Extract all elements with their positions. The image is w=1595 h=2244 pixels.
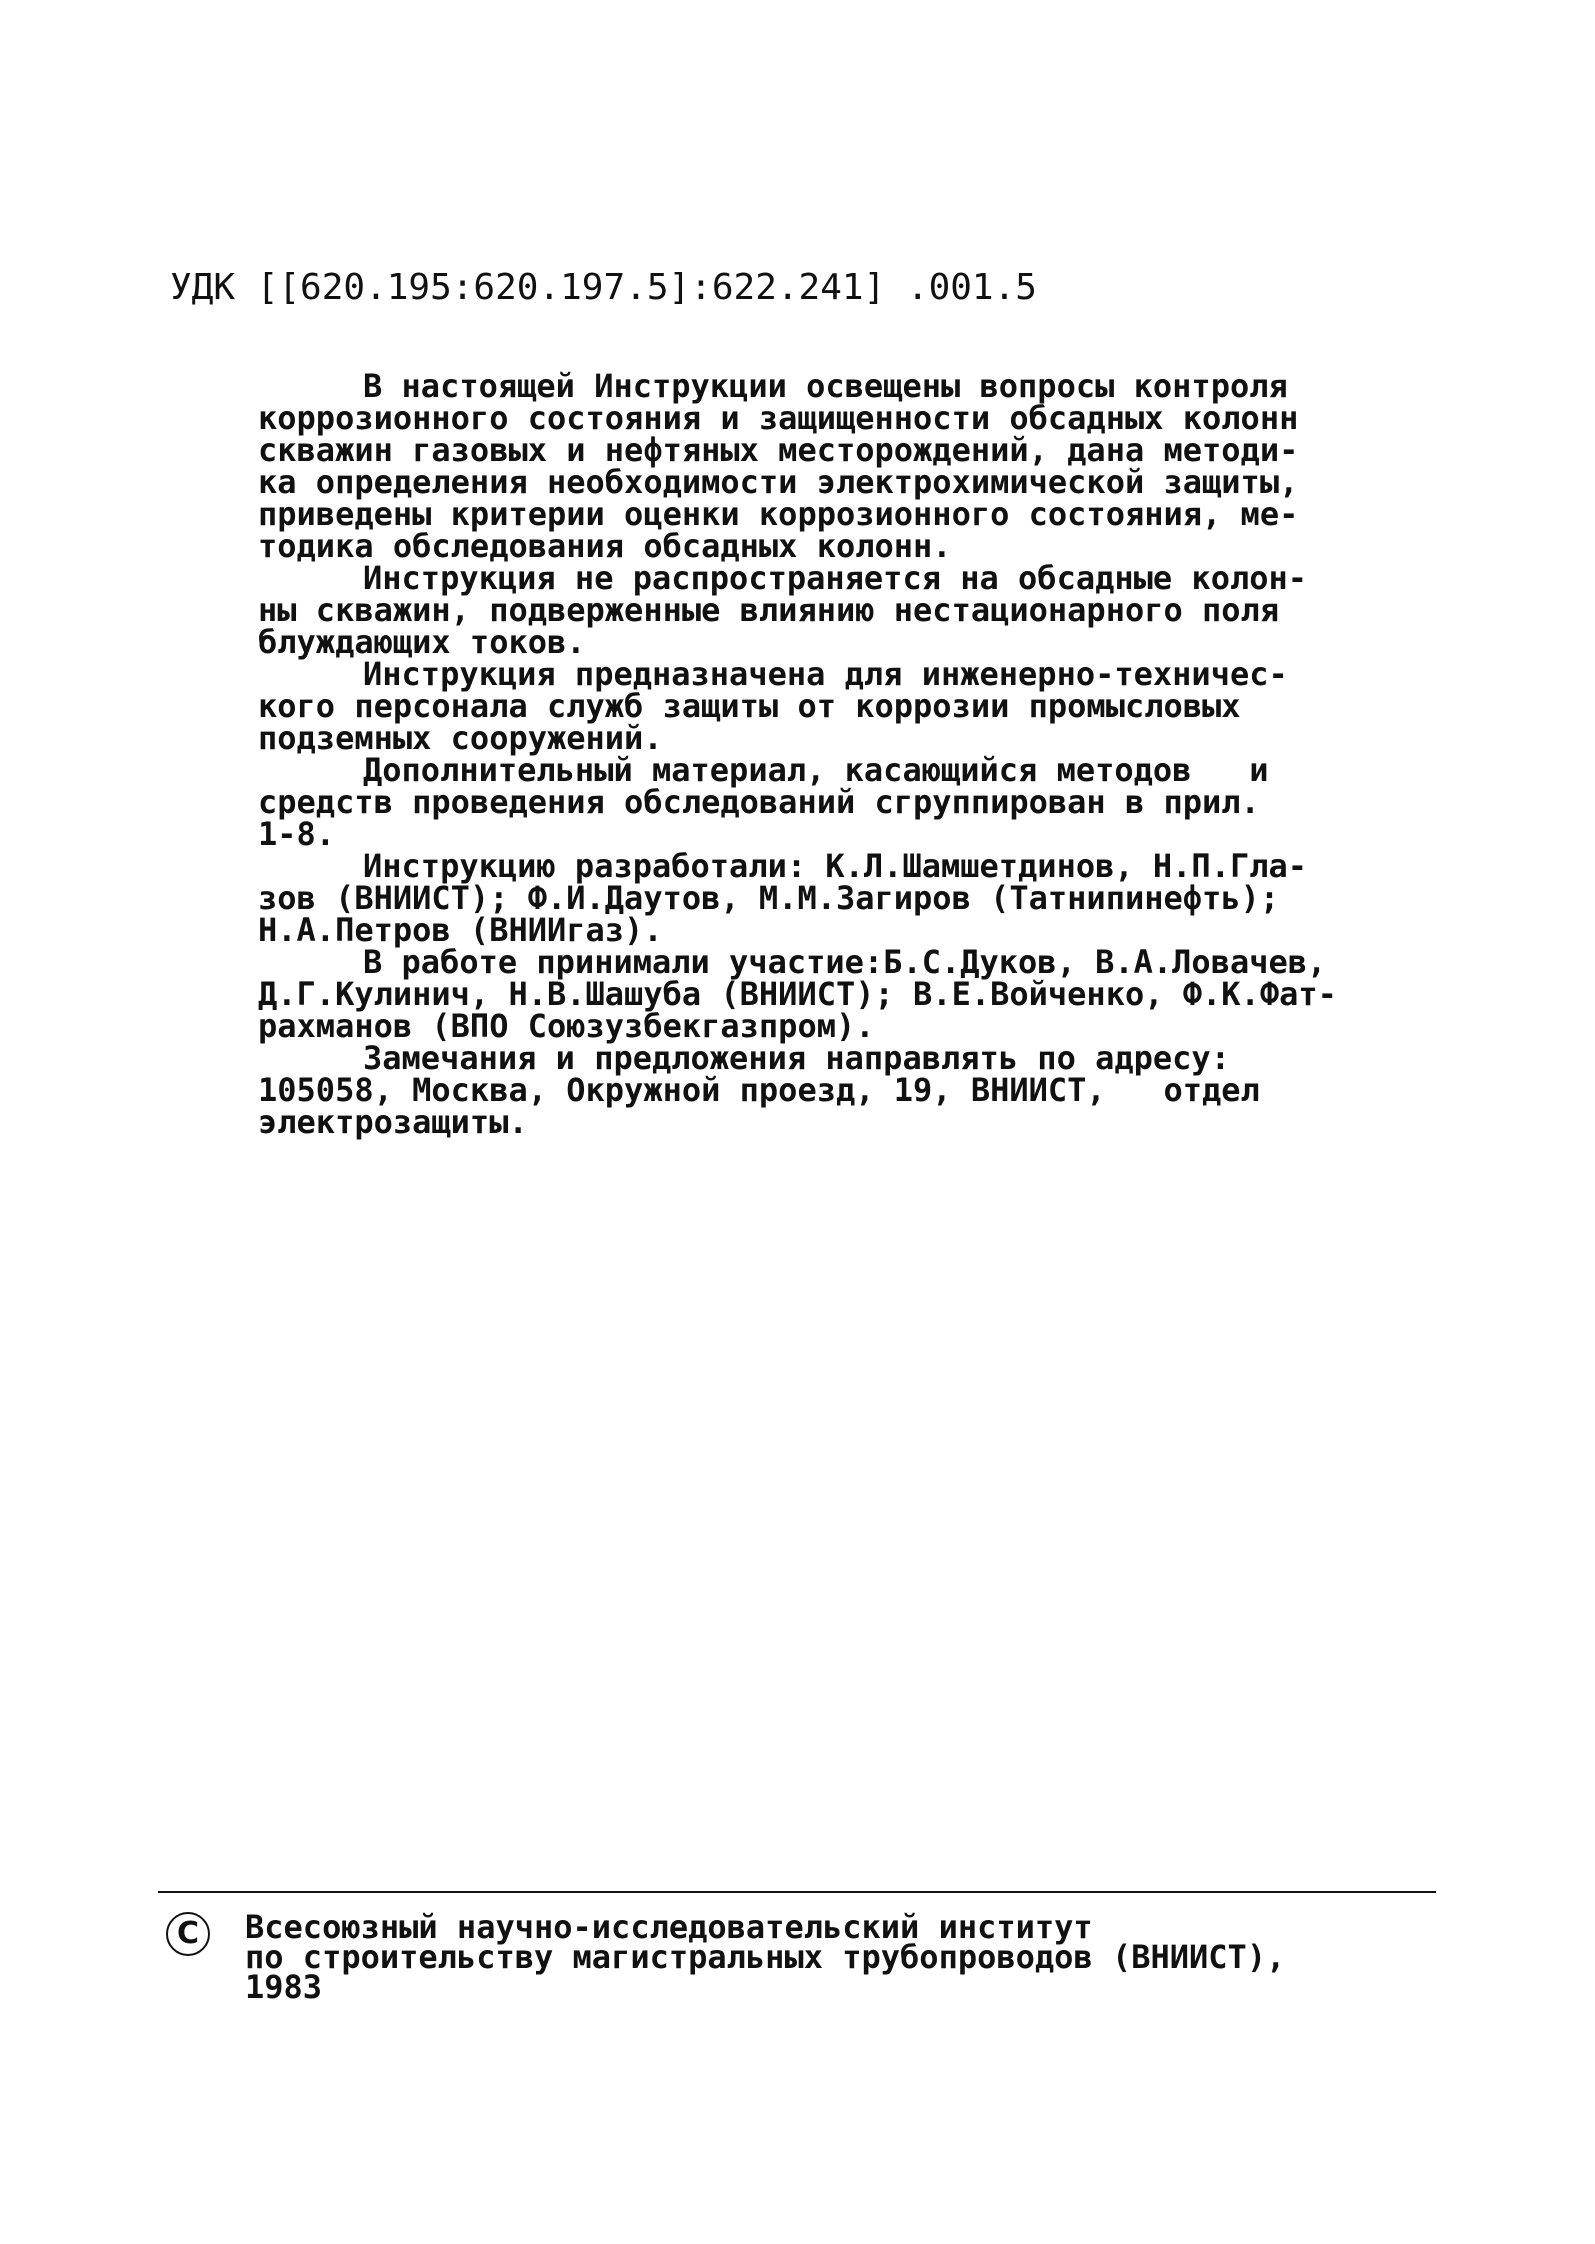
body-line: В настоящей Инструкции освещены вопросы контроля xyxy=(363,367,1288,405)
body-line: скважин газовых и нефтяных месторождений, дана методи- xyxy=(258,431,1299,469)
body-line: подземных сооружений. xyxy=(258,719,663,757)
body-line: Инструкция предназначена для инженерно-техничес- xyxy=(363,655,1288,693)
body-line: 105058, Москва, Окружной проезд, 19, ВНИИСТ, отдел xyxy=(258,1071,1260,1109)
copyright-icon: С xyxy=(166,1912,210,1956)
body-line: Инструкция не распространяется на обсадные колон- xyxy=(363,559,1308,597)
publisher-imprint xyxy=(245,1908,1286,2006)
body-line: Н.А.Петров (ВНИИгаз). xyxy=(258,911,663,949)
body-line: ка определения необходимости электрохимической защиты, xyxy=(258,463,1299,501)
body-line: кого персонала служб защиты от коррозии промысловых xyxy=(258,687,1241,725)
body-line: Дополнительный материал, касающийся методов и xyxy=(363,751,1269,789)
body-line: рахманов (ВПО Союзузбекгазпром). xyxy=(258,1007,875,1045)
body-line: средств проведения обследований сгруппирован в прил. xyxy=(258,783,1260,821)
body-line: приведены критерии оценки коррозионного состояния, ме- xyxy=(258,495,1299,533)
body-line: ны скважин, подверженные влиянию нестационарного поля xyxy=(258,591,1280,629)
body-line: блуждающих токов. xyxy=(258,623,586,661)
body-line: коррозионного состояния и защищенности обсадных колонн xyxy=(258,399,1299,437)
body-line: Инструкцию разработали: К.Л.Шамшетдинов, Н.П.Гла- xyxy=(363,847,1308,885)
body-line: Д.Г.Кулинич, Н.В.Шашуба (ВНИИСТ); В.Е.Войченко, Ф.К.Фат- xyxy=(258,975,1337,1013)
body-line: тодика обследования обсадных колонн. xyxy=(258,527,952,565)
body-line: Замечания и предложения направлять по адресу: xyxy=(363,1039,1230,1077)
body-line: В работе принимали участие:Б.С.Дуков, В.А.Ловачев, xyxy=(363,943,1327,981)
udk-classification: УДК [[620.195:620.197.5]:622.241] .001.5 xyxy=(170,267,1037,308)
imprint-line: Всесоюзный научно-исследовательский институт xyxy=(245,1908,1093,1946)
imprint-line: по строительству магистральных трубопроводов (ВНИИСТ), xyxy=(245,1938,1286,1976)
footer-divider xyxy=(158,1891,1436,1893)
imprint-line: 1983 xyxy=(245,1968,323,2006)
body-text xyxy=(258,367,1438,1141)
body-line: зов (ВНИИСТ); Ф.И.Даутов, М.М.Загиров (Татнипинефть); xyxy=(258,879,1280,917)
body-line: электрозащиты. xyxy=(258,1103,528,1141)
body-line: 1-8. xyxy=(258,815,336,853)
